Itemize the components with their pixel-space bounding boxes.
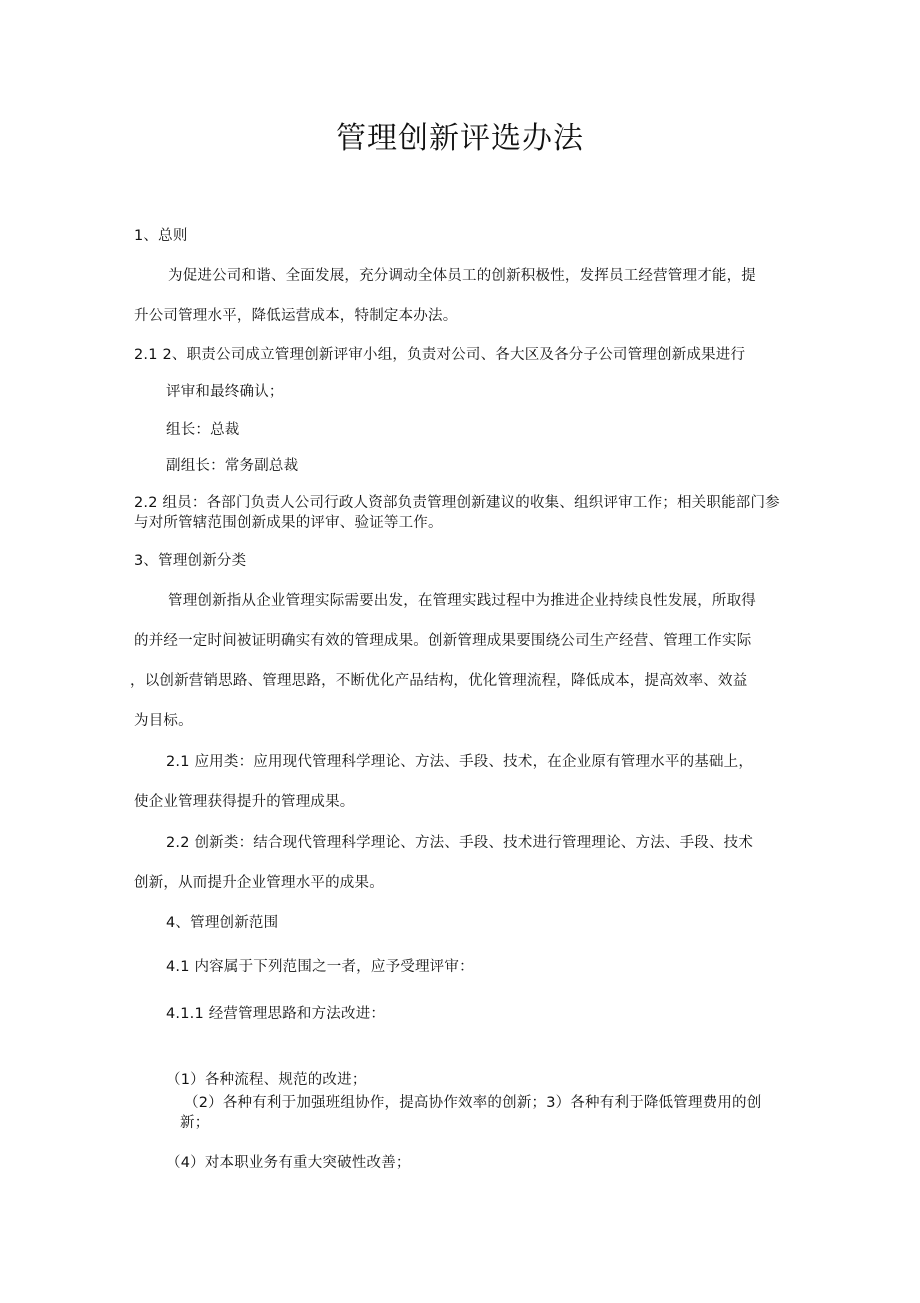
page-title: 管理创新评选办法 bbox=[336, 121, 584, 156]
list-item-1: （1）各种流程、规范的改进； bbox=[166, 1072, 367, 1088]
scope-4-1: 4.1 内容属于下列范围之一者，应予受理评审： bbox=[166, 959, 474, 975]
classification-paragraph-line-1: 管理创新指从企业管理实际需要出发，在管理实践过程中为推进企业持续良性发展，所取得 bbox=[168, 593, 756, 609]
list-item-2: （2）各种有利于加强班组协作，提高协作效率的创新；3）各种有利于降低管理费用的创新； bbox=[180, 1095, 762, 1131]
innovation-type-line-1: 2.2 创新类：结合现代管理科学理论、方法、手段、技术进行管理理论、方法、手段、技术 bbox=[166, 835, 754, 851]
list-item-4: （4）对本职业务有重大突破性改善； bbox=[166, 1155, 411, 1171]
deputy-team-leader: 副组长：常务副总裁 bbox=[166, 458, 299, 474]
responsibility-line-1: 2.1 2、职责公司成立管理创新评审小组，负责对公司、各大区及各分子公司管理创新成果进行 bbox=[134, 347, 746, 363]
section-4-heading: 4、管理创新范围 bbox=[166, 915, 279, 931]
section-3-heading: 3、管理创新分类 bbox=[134, 553, 247, 569]
general-paragraph-line-2: 升公司管理水平，降低运营成本，特制定本办法。 bbox=[134, 308, 458, 324]
innovation-type-line-2: 创新，从而提升企业管理水平的成果。 bbox=[134, 875, 384, 891]
application-type-line-2: 使企业管理获得提升的管理成果。 bbox=[134, 794, 355, 810]
classification-paragraph-line-3: ，以创新营销思路、管理思路，不断优化产品结构，优化管理流程，降低成本，提高效率、效益 bbox=[130, 673, 748, 689]
section-1-heading: 1、总则 bbox=[134, 228, 188, 244]
general-paragraph-line-1: 为促进公司和谐、全面发展，充分调动全体员工的创新积极性，发挥员工经营管理才能，提 bbox=[168, 268, 756, 284]
team-leader: 组长：总裁 bbox=[166, 422, 240, 438]
classification-paragraph-line-2: 的并经一定时间被证明确实有效的管理成果。创新管理成果要围绕公司生产经营、管理工作实际 bbox=[134, 633, 752, 649]
responsibility-line-2: 评审和最终确认； bbox=[166, 384, 284, 400]
team-members-paragraph: 2.2 组员：各部门负责人公司行政人资部负责管理创新建议的收集、组织评审工作；相关职能部门参与对所管辖范围创新成果的评审、验证等工作。 bbox=[134, 495, 780, 531]
scope-4-1-1: 4.1.1 经营管理思路和方法改进： bbox=[166, 1006, 386, 1022]
classification-paragraph-line-4: 为目标。 bbox=[134, 713, 193, 729]
application-type-line-1: 2.1 应用类：应用现代管理科学理论、方法、手段、技术，在企业原有管理水平的基础上， bbox=[166, 754, 754, 770]
